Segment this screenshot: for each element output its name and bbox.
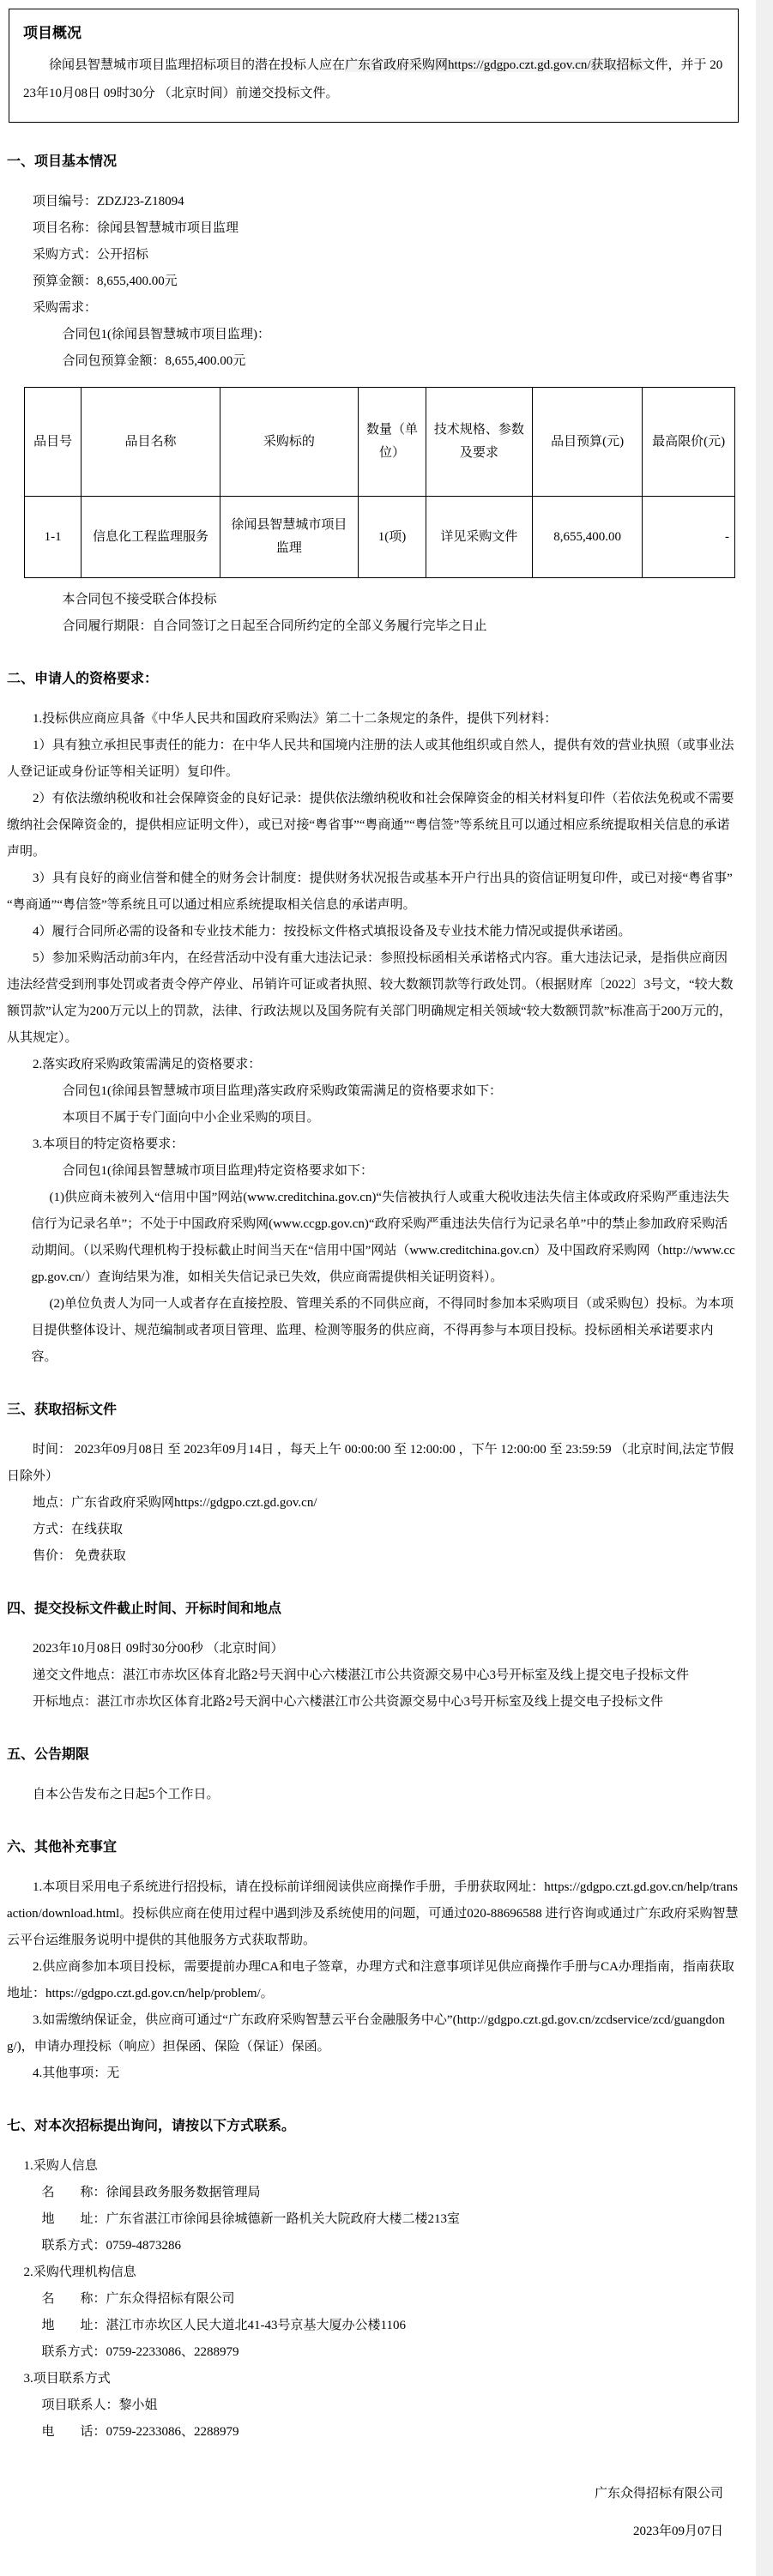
signature-block [7, 2475, 739, 2550]
project-number: 项目编号：ZDZJ23-Z18094 [33, 195, 184, 208]
cell-specs: 详见采购文件 [426, 497, 532, 578]
submission-place: 递交文件地点：湛江市赤坎区体育北路2号天润中心六楼湛江市公共资源交易中心3号开标室及线上提交电子投标文件 [33, 1668, 690, 1682]
qualification-para: 4）履行合同所必需的设备和专业技术能力：按投标文件格式填报设备及专业技术能力情况或提供承诺函。 [33, 925, 631, 938]
project-name: 项目名称：徐闻县智慧城市项目监理 [33, 221, 239, 235]
bid-opening-place: 开标地点：湛江市赤坎区体育北路2号天润中心六楼湛江市公共资源交易中心3号开标室及线上提交电子投标文件 [33, 1695, 664, 1709]
section7-heading: 七、对本次招标提出询问，请按以下方式联系。 [7, 2119, 296, 2133]
section3-heading: 三、获取招标文件 [7, 1403, 118, 1417]
qualification-para: 5）参加采购活动前3年内，在经营活动中没有重大违法记录：参照投标函相关承诺格式内容。重大违法记录，是指供应商因违法经营受到刑事处罚或者责令停产停业、吊销许可证或者执照、较大数额罚款等行政处罚。（根据财库〔2022〕3号文，“较大数额罚款”认定为200万元以上的罚款，法律、行政法规以及国务院有关部门明确规定相关领域“较大数额罚款”标准高于200万元的，从其规定）。 [7, 951, 734, 1045]
project-overview-box [9, 9, 739, 123]
table-row [25, 497, 735, 578]
section5-heading: 五、公告期限 [7, 1747, 90, 1762]
overview-title: 项目概况 [23, 25, 82, 41]
project-contact-phone: 电 话：0759-2233086、2288979 [41, 2425, 239, 2439]
agency-info-title: 2.采购代理机构信息 [23, 2265, 136, 2279]
doc-obtain-time: 时间： 2023年09月08日 至 2023年09月14日 ，每天上午 00:00:00 至 12:00:00 ，下午 12:00:00 至 23:59:59 （北京时间,法定节假日除外） [7, 1443, 734, 1483]
purchaser-address: 地 址：广东省湛江市徐闻县徐城德新一路机关大院政府大楼二楼213室 [41, 2212, 461, 2226]
qualification-para: 3）具有良好的商业信誉和健全的财务会计制度：提供财务状况报告或基本开户行出具的资信证明复印件，或已对接“粤省事”“粤商通”“粤信签”等系统且可以通过相应系统提取相关信息的承诺声明。 [7, 872, 733, 912]
overview-paragraph [23, 51, 724, 108]
contract-period-note: 合同履行期限：自合同签订之日起至合同所约定的全部义务履行完毕之日止 [62, 619, 487, 633]
page-right-margin [756, 0, 773, 2576]
cell-item-budget: 8,655,400.00 [532, 497, 642, 578]
doc-obtain-method: 方式：在线获取 [33, 1523, 124, 1536]
overview-procurement-url-highlight: 广东省政府采购网https://gdgpo.czt.gd.gov.cn/获取招标 [345, 58, 643, 72]
qualification-para: (1)供应商未被列入“信用中国”网站(www.creditchina.gov.cn)“失信被执行人或重大税收违法失信主体或政府采购严重违法失信行为记录名单”；不处于中国政府采购网(www.ccgp.gov.cn)“政府采购严重违法失信行为记录名单”中的禁止参加政府采购活动期间。（以采购代理机构于投标截止时间当天在“信用中国”网站（www.creditchina.gov.cn）及中国政府采购网（http://www.ccgp.gov.cn/）查询结果为准，如相关失信记录已失效，供应商需提供相关证明资料）。 [31, 1191, 735, 1284]
agency-address: 地 址：湛江市赤坎区人民大道北41-43号京基大厦办公楼1106 [41, 2319, 406, 2332]
purchaser-contact: 联系方式：0759-4873286 [41, 2239, 181, 2253]
signature-date: 2023年09月07日 [632, 2525, 723, 2538]
overview-text-suffix: 文件，并于 2023年10月08日 09时30分 （北京时间）前递交投标文件。 [23, 58, 723, 100]
col-header-item-name: 品目名称 [82, 388, 220, 497]
overview-text-prefix: 徐闻县智慧城市项目监理招标项目的潜在投标人应在 [49, 58, 346, 72]
table-header-row [25, 388, 735, 497]
section1-heading: 一、项目基本情况 [7, 154, 118, 169]
qualification-para: 2）有依法缴纳税收和社会保障资金的良好记录：提供依法缴纳税收和社会保障资金的相关材料复印件（若依法免税或不需要缴纳社会保障资金的，提供相应证明文件），或已对接“粤省事”“粤商通”“粤信签”等系统且可以通过相应系统提取相关信息的承诺声明。 [7, 792, 734, 859]
qualification-para: 合同包1(徐闻县智慧城市项目监理)特定资格要求如下： [62, 1164, 373, 1178]
section4-heading: 四、提交投标文件截止时间、开标时间和地点 [7, 1602, 282, 1616]
qualification-para: 本项目不属于专门面向中小企业采购的项目。 [62, 1111, 320, 1125]
signature-company: 广东众得招标有限公司 [594, 2487, 723, 2501]
qualification-para: 1.投标供应商应具备《中华人民共和国政府采购法》第二十二条规定的条件，提供下列材料： [33, 712, 558, 726]
procurement-method: 采购方式：公开招标 [33, 248, 149, 262]
supplement-para: 4.其他事项：无 [33, 2066, 120, 2080]
agency-contact: 联系方式：0759-2233086、2288979 [41, 2345, 239, 2359]
cell-item-name: 信息化工程监理服务 [82, 497, 220, 578]
col-header-specs: 技术规格、参数及要求 [426, 388, 532, 497]
qualification-para: 3.本项目的特定资格要求： [33, 1137, 184, 1151]
cell-item-no: 1-1 [25, 497, 82, 578]
purchaser-info-title: 1.采购人信息 [23, 2159, 98, 2173]
announcement-period: 自本公告发布之日起5个工作日。 [33, 1788, 220, 1801]
purchaser-name: 名 称：徐闻县政务服务数据管理局 [41, 2186, 261, 2199]
procurement-demand-label: 采购需求： [33, 301, 98, 315]
doc-obtain-place: 地点：广东省政府采购网https://gdgpo.czt.gd.gov.cn/ [33, 1496, 317, 1510]
cell-price-limit: - [643, 497, 735, 578]
doc-obtain-price: 售价： 免费获取 [33, 1549, 126, 1563]
section2-heading: 二、申请人的资格要求： [7, 672, 159, 686]
supplement-para: 3.如需缴纳保证金，供应商可通过“广东政府采购智慧云平台金融服务中心”(http://gdgpo.czt.gd.gov.cn/zcdservice/zcd/guangdong/)，申请办理投标（响应）担保函、保险（保证）保函。 [7, 2013, 725, 2054]
project-contact-title: 3.项目联系方式 [23, 2372, 111, 2386]
no-consortium-note: 本合同包不接受联合体投标 [62, 593, 217, 606]
col-header-subject: 采购标的 [220, 388, 358, 497]
supplement-para: 1.本项目采用电子系统进行招投标，请在投标前详细阅读供应商操作手册，手册获取网址：https://gdgpo.czt.gd.gov.cn/help/transaction/download.html。投标供应商在使用过程中遇到涉及系统使用的问题，可通过020-88696588 进行咨询或通过广东政府采购智慧云平台运维服务说明中提供的其他服务方式获取帮助。 [7, 1880, 739, 1947]
agency-name: 名 称：广东众得招标有限公司 [41, 2292, 235, 2306]
qualification-para: 2.落实政府采购政策需满足的资格要求： [33, 1058, 262, 1071]
qualification-para: 合同包1(徐闻县智慧城市项目监理)落实政府采购政策需满足的资格要求如下： [62, 1084, 502, 1098]
budget-amount: 预算金额：8,655,400.00元 [33, 274, 178, 288]
cell-subject: 徐闻县智慧城市项目监理 [220, 497, 358, 578]
qualification-para: 1）具有独立承担民事责任的能力：在中华人民共和国境内注册的法人或其他组织或自然人，提供有效的营业执照（或事业法人登记证或身份证等相关证明）复印件。 [7, 739, 734, 779]
contract-package-line: 合同包1(徐闻县智慧城市项目监理)： [62, 328, 270, 341]
col-header-price-limit: 最高限价(元) [643, 388, 735, 497]
section6-heading: 六、其他补充事宜 [7, 1840, 118, 1855]
contract-package-budget: 合同包预算金额：8,655,400.00元 [62, 354, 246, 368]
supplement-para: 2.供应商参加本项目投标，需要提前办理CA和电子签章，办理方式和注意事项详见供应商操作手册与CA办理指南，指南获取地址：https://gdgpo.czt.gd.gov.cn/help/problem/。 [7, 1960, 734, 2000]
col-header-item-no: 品目号 [25, 388, 82, 497]
cell-quantity: 1(项) [359, 497, 426, 578]
col-header-quantity: 数量（单位） [359, 388, 426, 497]
bid-deadline: 2023年10月08日 09时30分00秒 （北京时间） [33, 1642, 284, 1656]
procurement-items-table [24, 387, 735, 578]
project-contact-person: 项目联系人：黎小姐 [41, 2398, 158, 2412]
col-header-item-budget: 品目预算(元) [532, 388, 642, 497]
qualification-para: (2)单位负责人为同一人或者存在直接控股、管理关系的不同供应商，不得同时参加本采购项目（或采购包）投标。为本项目提供整体设计、规范编制或者项目管理、监理、检测等服务的供应商，不得再参与本项目投标。投标函相关承诺要求内容。 [31, 1297, 734, 1364]
